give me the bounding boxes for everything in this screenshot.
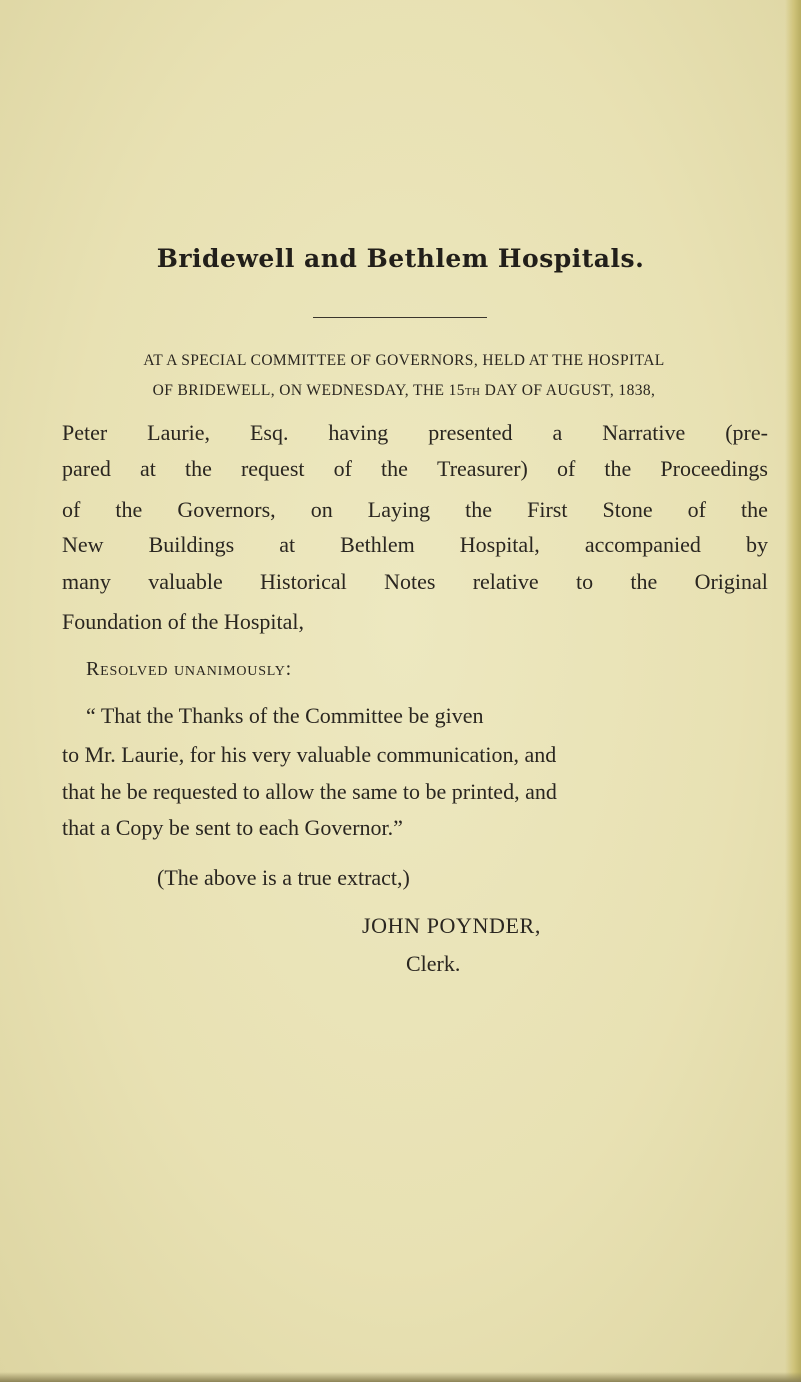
signatory-name: JOHN POYNDER, xyxy=(362,913,541,938)
body-line-4: New Buildings at Bethlem Hospital, accompanied by xyxy=(62,532,768,557)
body-line-5: many valuable Historical Notes relative to the Original xyxy=(62,569,768,594)
body-line-6: Foundation of the Hospital, xyxy=(62,609,304,634)
body-line-1: Peter Laurie, Esq. having presented a Narrative (pre- xyxy=(62,420,768,445)
title-divider xyxy=(313,317,487,318)
extract-note: (The above is a true extract,) xyxy=(157,865,410,890)
resolved-heading: Resolved unanimously: xyxy=(86,658,293,680)
body-line-2: pared at the request of the Treasurer) of the Proceedings xyxy=(62,456,768,481)
body-line-3: of the Governors, on Laying the First Stone of the xyxy=(62,497,768,522)
signatory-role: Clerk. xyxy=(406,951,461,976)
resolution-line-3: that he be requested to allow the same to be printed, and xyxy=(62,779,557,804)
committee-heading-line-1: AT A SPECIAL COMMITTEE OF GOVERNORS, HELD AT THE HOSPITAL xyxy=(143,352,665,369)
resolution-line-2: to Mr. Laurie, for his very valuable communication, and xyxy=(62,742,557,767)
page-edge-shadow xyxy=(785,0,801,1382)
committee-heading-line-2: OF BRIDEWELL, ON WEDNESDAY, THE 15th DAY OF AUGUST, 1838, xyxy=(152,382,656,399)
resolution-line-4: that a Copy be sent to each Governor.” xyxy=(62,815,403,840)
resolution-line-1: “ That the Thanks of the Committee be given xyxy=(86,703,484,728)
page-bottom-shadow xyxy=(0,1372,801,1382)
document-title: Bridewell and Bethlem Hospitals. xyxy=(156,244,645,273)
